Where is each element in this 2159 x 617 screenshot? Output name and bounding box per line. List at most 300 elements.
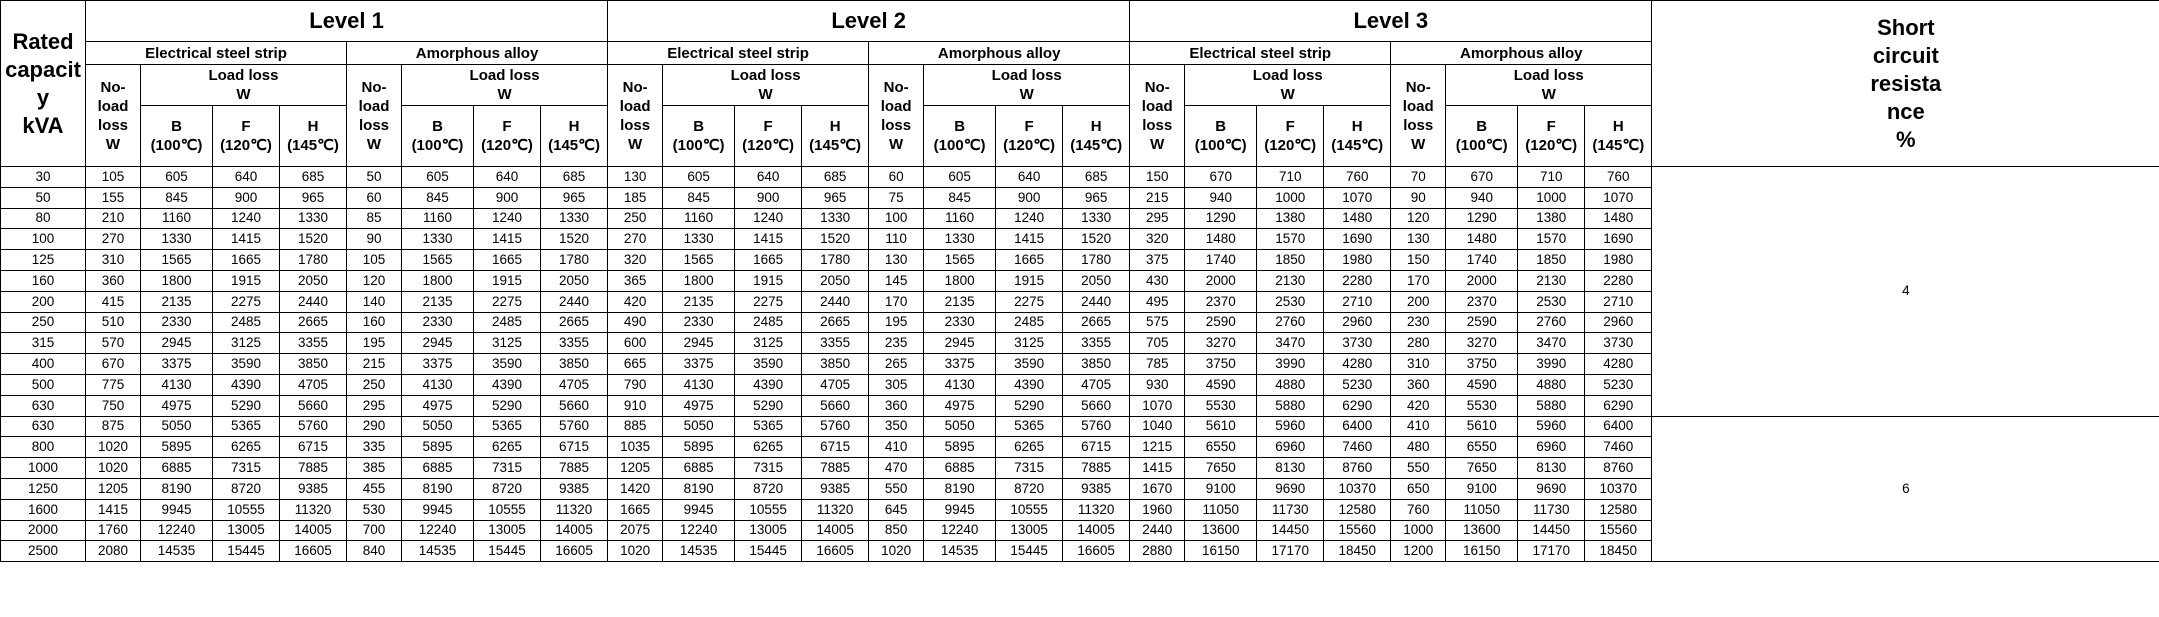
loss-value-cell: 5530: [1185, 395, 1257, 416]
loss-value-cell: 1020: [86, 437, 141, 458]
loss-value-cell: 90: [1391, 187, 1446, 208]
loss-value-cell: 1040: [1130, 416, 1185, 437]
loss-value-cell: 2135: [663, 291, 735, 312]
loss-value-cell: 2130: [1257, 270, 1324, 291]
loss-value-cell: 640: [735, 167, 802, 188]
loss-value-cell: 1800: [141, 270, 213, 291]
loss-value-cell: 2760: [1518, 312, 1585, 333]
loss-value-cell: 2485: [996, 312, 1063, 333]
loss-value-cell: 250: [347, 374, 402, 395]
loss-value-cell: 14450: [1257, 520, 1324, 541]
temperature-limit: (100℃): [411, 137, 464, 154]
loss-value-cell: 1205: [86, 478, 141, 499]
header-line: W: [1150, 135, 1165, 153]
loss-value-cell: 1665: [996, 250, 1063, 271]
loss-value-cell: 5365: [996, 416, 1063, 437]
loss-value-cell: 170: [1391, 270, 1446, 291]
loss-value-cell: 1760: [86, 520, 141, 541]
loss-value-cell: 3730: [1324, 333, 1391, 354]
loss-value-cell: 13005: [213, 520, 280, 541]
temperature-class-header: [1324, 106, 1391, 167]
insulation-grade: H: [1351, 118, 1363, 135]
loss-value-cell: 2530: [1257, 291, 1324, 312]
loss-value-cell: 9385: [280, 478, 347, 499]
loss-value-cell: 1035: [608, 437, 663, 458]
loss-value-cell: 385: [347, 458, 402, 479]
loss-value-cell: 760: [1391, 499, 1446, 520]
temperature-limit: (120℃): [481, 137, 533, 154]
loss-value-cell: 7460: [1585, 437, 1652, 458]
loss-value-cell: 685: [802, 167, 869, 188]
loss-value-cell: 4130: [402, 374, 474, 395]
temperature-limit: (120℃): [742, 137, 795, 154]
loss-value-cell: 14535: [141, 541, 213, 562]
loss-value-cell: 2275: [213, 291, 280, 312]
header-line: loss: [358, 116, 389, 134]
loss-value-cell: 1240: [996, 208, 1063, 229]
header-line: W: [1541, 86, 1556, 103]
load-loss-header: [141, 65, 347, 106]
loss-value-cell: 1480: [1446, 229, 1518, 250]
loss-value-cell: 7315: [474, 458, 541, 479]
loss-value-cell: 1160: [924, 208, 996, 229]
loss-value-cell: 3125: [474, 333, 541, 354]
header-line: Load loss: [730, 67, 801, 84]
loss-value-cell: 170: [869, 291, 924, 312]
loss-value-cell: 1915: [735, 270, 802, 291]
loss-value-cell: 4975: [924, 395, 996, 416]
loss-value-cell: 1480: [1585, 208, 1652, 229]
loss-value-cell: 14005: [802, 520, 869, 541]
loss-value-cell: 2440: [541, 291, 608, 312]
loss-value-cell: 790: [608, 374, 663, 395]
header-line: W: [1280, 86, 1295, 103]
table-row: [1, 167, 2159, 188]
loss-value-cell: 50: [347, 167, 402, 188]
loss-value-cell: 195: [347, 333, 402, 354]
loss-value-cell: 415: [86, 291, 141, 312]
temperature-class-header: [1185, 106, 1257, 167]
loss-value-cell: 2590: [1185, 312, 1257, 333]
loss-value-cell: 4975: [402, 395, 474, 416]
loss-value-cell: 2665: [541, 312, 608, 333]
loss-value-cell: 510: [86, 312, 141, 333]
loss-value-cell: 2880: [1130, 541, 1185, 562]
rated-capacity-cell: 80: [1, 208, 86, 229]
loss-value-cell: 5290: [735, 395, 802, 416]
loss-value-cell: 12240: [924, 520, 996, 541]
loss-value-cell: 8720: [474, 478, 541, 499]
loss-value-cell: 2485: [213, 312, 280, 333]
loss-value-cell: 2050: [1063, 270, 1130, 291]
loss-value-cell: 3850: [1063, 354, 1130, 375]
loss-value-cell: 5365: [735, 416, 802, 437]
loss-value-cell: 1480: [1185, 229, 1257, 250]
loss-value-cell: 1480: [1324, 208, 1391, 229]
loss-value-cell: 195: [869, 312, 924, 333]
loss-value-cell: 2440: [802, 291, 869, 312]
loss-value-cell: 7885: [541, 458, 608, 479]
loss-value-cell: 600: [608, 333, 663, 354]
loss-value-cell: 9945: [402, 499, 474, 520]
loss-value-cell: 13600: [1185, 520, 1257, 541]
short-circuit-impedance-cell: 6: [1652, 416, 2159, 562]
loss-value-cell: 3375: [663, 354, 735, 375]
loss-value-cell: 120: [1391, 208, 1446, 229]
loss-value-cell: 3470: [1257, 333, 1324, 354]
loss-value-cell: 1160: [141, 208, 213, 229]
loss-value-cell: 845: [402, 187, 474, 208]
loss-value-cell: 5610: [1446, 416, 1518, 437]
loss-value-cell: 13600: [1446, 520, 1518, 541]
loss-value-cell: 6290: [1324, 395, 1391, 416]
loss-value-cell: 7885: [802, 458, 869, 479]
loss-value-cell: 11050: [1446, 499, 1518, 520]
load-loss-header: [663, 65, 869, 106]
loss-value-cell: 10555: [213, 499, 280, 520]
loss-value-cell: 11320: [541, 499, 608, 520]
no-load-loss-header: [347, 65, 402, 167]
loss-value-cell: 3125: [996, 333, 1063, 354]
loss-value-cell: 1380: [1257, 208, 1324, 229]
loss-value-cell: 2135: [141, 291, 213, 312]
table-body: [1, 167, 2159, 562]
loss-value-cell: 2485: [474, 312, 541, 333]
loss-value-cell: 4280: [1324, 354, 1391, 375]
header-line: loss: [881, 116, 912, 134]
loss-value-cell: 1565: [924, 250, 996, 271]
loss-value-cell: 645: [869, 499, 924, 520]
header-line: Rated: [12, 28, 74, 54]
temperature-class-header: [141, 106, 213, 167]
loss-value-cell: 7885: [280, 458, 347, 479]
loss-value-cell: 1740: [1185, 250, 1257, 271]
loss-value-cell: 665: [608, 354, 663, 375]
loss-value-cell: 4280: [1585, 354, 1652, 375]
loss-value-cell: 7885: [1063, 458, 1130, 479]
rated-capacity-cell: 250: [1, 312, 86, 333]
loss-value-cell: 15560: [1324, 520, 1391, 541]
header-line: %: [1896, 126, 1916, 152]
header-line: Load loss: [1252, 67, 1323, 84]
loss-value-cell: 6290: [1585, 395, 1652, 416]
loss-value-cell: 2075: [608, 520, 663, 541]
loss-value-cell: 5880: [1518, 395, 1585, 416]
loss-value-cell: 900: [996, 187, 1063, 208]
loss-value-cell: 150: [1130, 167, 1185, 188]
loss-value-cell: 1665: [735, 250, 802, 271]
loss-value-cell: 8720: [213, 478, 280, 499]
loss-value-cell: 490: [608, 312, 663, 333]
loss-value-cell: 60: [869, 167, 924, 188]
loss-value-cell: 5880: [1257, 395, 1324, 416]
loss-value-cell: 705: [1130, 333, 1185, 354]
header-line: No-: [622, 78, 648, 96]
loss-value-cell: 685: [280, 167, 347, 188]
loss-value-cell: 14450: [1518, 520, 1585, 541]
insulation-grade: F: [241, 118, 251, 135]
loss-value-cell: 16150: [1446, 541, 1518, 562]
loss-value-cell: 470: [869, 458, 924, 479]
temperature-class-header: [1518, 106, 1585, 167]
temperature-class-header: [541, 106, 608, 167]
header-line: W: [628, 135, 643, 153]
insulation-grade: F: [1285, 118, 1295, 135]
loss-value-cell: 2280: [1585, 270, 1652, 291]
loss-value-cell: 1800: [402, 270, 474, 291]
load-loss-header: [402, 65, 608, 106]
loss-value-cell: 2710: [1324, 291, 1391, 312]
loss-value-cell: 1330: [280, 208, 347, 229]
loss-value-cell: 1690: [1585, 229, 1652, 250]
loss-value-cell: 12580: [1324, 499, 1391, 520]
loss-value-cell: 9945: [663, 499, 735, 520]
temperature-limit: (100℃): [1455, 137, 1508, 154]
loss-value-cell: 5290: [474, 395, 541, 416]
loss-value-cell: 3730: [1585, 333, 1652, 354]
loss-value-cell: 6265: [474, 437, 541, 458]
loss-value-cell: 2440: [1130, 520, 1185, 541]
temperature-limit: (145℃): [1331, 137, 1384, 154]
temperature-class-header: [996, 106, 1063, 167]
temperature-class-header: [802, 106, 869, 167]
loss-value-cell: 14005: [541, 520, 608, 541]
loss-value-cell: 15560: [1585, 520, 1652, 541]
loss-value-cell: 16605: [280, 541, 347, 562]
loss-value-cell: 1915: [996, 270, 1063, 291]
loss-value-cell: 130: [1391, 229, 1446, 250]
temperature-limit: (120℃): [220, 137, 272, 154]
loss-value-cell: 570: [86, 333, 141, 354]
rated-capacity-cell: 1600: [1, 499, 86, 520]
insulation-grade: H: [307, 118, 319, 135]
no-load-loss-header: [1391, 65, 1446, 167]
loss-value-cell: 5760: [280, 416, 347, 437]
loss-value-cell: 6715: [802, 437, 869, 458]
loss-value-cell: 1000: [1518, 187, 1585, 208]
loss-value-cell: 5050: [663, 416, 735, 437]
loss-value-cell: 9690: [1257, 478, 1324, 499]
loss-value-cell: 2590: [1446, 312, 1518, 333]
header-line: No-: [100, 78, 126, 96]
loss-value-cell: 1380: [1518, 208, 1585, 229]
loss-value-cell: 1415: [474, 229, 541, 250]
loss-value-cell: 10370: [1324, 478, 1391, 499]
loss-value-cell: 5895: [402, 437, 474, 458]
loss-value-cell: 5290: [996, 395, 1063, 416]
loss-value-cell: 1850: [1257, 250, 1324, 271]
loss-value-cell: 16605: [802, 541, 869, 562]
loss-value-cell: 5660: [541, 395, 608, 416]
loss-value-cell: 2945: [924, 333, 996, 354]
loss-value-cell: 900: [735, 187, 802, 208]
loss-value-cell: 13005: [474, 520, 541, 541]
header-line: Load loss: [1513, 67, 1584, 84]
insulation-grade: B: [693, 118, 705, 135]
temperature-limit: (145℃): [548, 137, 600, 154]
loss-value-cell: 11730: [1518, 499, 1585, 520]
loss-value-cell: 1330: [924, 229, 996, 250]
rated-capacity-cell: 400: [1, 354, 86, 375]
loss-value-cell: 2945: [402, 333, 474, 354]
loss-value-cell: 350: [869, 416, 924, 437]
loss-value-cell: 2960: [1585, 312, 1652, 333]
loss-value-cell: 670: [86, 354, 141, 375]
loss-value-cell: 6715: [541, 437, 608, 458]
loss-value-cell: 1290: [1185, 208, 1257, 229]
rated-capacity-cell: 160: [1, 270, 86, 291]
loss-value-cell: 2945: [141, 333, 213, 354]
loss-value-cell: 140: [347, 291, 402, 312]
material-header: Electrical steel strip: [1130, 42, 1391, 65]
loss-value-cell: 17170: [1257, 541, 1324, 562]
temperature-limit: (120℃): [1264, 137, 1317, 154]
loss-value-cell: 420: [1391, 395, 1446, 416]
temperature-class-header: [280, 106, 347, 167]
no-load-loss-header: [86, 65, 141, 167]
loss-value-cell: 320: [608, 250, 663, 271]
loss-value-cell: 2370: [1185, 291, 1257, 312]
header-line: W: [366, 135, 382, 153]
loss-value-cell: 760: [1585, 167, 1652, 188]
loss-value-cell: 2135: [402, 291, 474, 312]
loss-value-cell: 295: [347, 395, 402, 416]
loss-value-cell: 15445: [213, 541, 280, 562]
header-line: W: [236, 86, 251, 103]
loss-value-cell: 90: [347, 229, 402, 250]
loss-value-cell: 2710: [1585, 291, 1652, 312]
loss-value-cell: 145: [869, 270, 924, 291]
loss-value-cell: 965: [541, 187, 608, 208]
level-header: Level 2: [608, 1, 1130, 42]
loss-value-cell: 15445: [474, 541, 541, 562]
loss-value-cell: 9385: [541, 478, 608, 499]
loss-value-cell: 2280: [1324, 270, 1391, 291]
loss-value-cell: 5895: [141, 437, 213, 458]
level-header: Level 3: [1130, 1, 1652, 42]
rated-capacity-cell: 100: [1, 229, 86, 250]
header-line: No-: [361, 78, 387, 96]
temperature-limit: (145℃): [809, 137, 862, 154]
loss-value-cell: 640: [474, 167, 541, 188]
loss-value-cell: 1415: [86, 499, 141, 520]
loss-value-cell: 3850: [802, 354, 869, 375]
loss-value-cell: 9945: [924, 499, 996, 520]
header-line: y: [36, 84, 50, 110]
loss-value-cell: 1070: [1130, 395, 1185, 416]
loss-value-cell: 1020: [869, 541, 924, 562]
loss-value-cell: 1690: [1324, 229, 1391, 250]
loss-value-cell: 965: [802, 187, 869, 208]
loss-value-cell: 7650: [1446, 458, 1518, 479]
loss-value-cell: 3375: [141, 354, 213, 375]
loss-value-cell: 265: [869, 354, 924, 375]
loss-value-cell: 3270: [1446, 333, 1518, 354]
header-line: W: [497, 86, 512, 103]
header-line: W: [1411, 135, 1426, 153]
loss-value-cell: 11320: [280, 499, 347, 520]
loss-value-cell: 100: [869, 208, 924, 229]
loss-value-cell: 4390: [996, 374, 1063, 395]
loss-value-cell: 1665: [608, 499, 663, 520]
loss-value-cell: 1330: [802, 208, 869, 229]
loss-value-cell: 2135: [924, 291, 996, 312]
loss-value-cell: 5290: [213, 395, 280, 416]
loss-value-cell: 16605: [1063, 541, 1130, 562]
loss-value-cell: 2665: [280, 312, 347, 333]
loss-value-cell: 9690: [1518, 478, 1585, 499]
loss-value-cell: 6885: [141, 458, 213, 479]
loss-value-cell: 5610: [1185, 416, 1257, 437]
loss-value-cell: 17170: [1518, 541, 1585, 562]
loss-value-cell: 1020: [86, 458, 141, 479]
temperature-limit: (100℃): [672, 137, 725, 154]
loss-value-cell: 70: [1391, 167, 1446, 188]
loss-value-cell: 8760: [1585, 458, 1652, 479]
header-line: nce: [1886, 98, 1925, 124]
loss-value-cell: 2130: [1518, 270, 1585, 291]
loss-value-cell: 310: [1391, 354, 1446, 375]
loss-value-cell: 3125: [735, 333, 802, 354]
loss-value-cell: 1020: [608, 541, 663, 562]
loss-value-cell: 10555: [996, 499, 1063, 520]
temperature-limit: (120℃): [1003, 137, 1056, 154]
material-header: Amorphous alloy: [347, 42, 608, 65]
loss-value-cell: 940: [1446, 187, 1518, 208]
temperature-limit: (100℃): [150, 137, 203, 154]
loss-value-cell: 4390: [213, 374, 280, 395]
loss-value-cell: 15445: [735, 541, 802, 562]
loss-value-cell: 335: [347, 437, 402, 458]
loss-value-cell: 11320: [802, 499, 869, 520]
loss-value-cell: 7315: [735, 458, 802, 479]
temperature-class-header: [663, 106, 735, 167]
no-load-loss-header: [608, 65, 663, 167]
loss-value-cell: 850: [869, 520, 924, 541]
temperature-limit: (120℃): [1525, 137, 1578, 154]
header-line: load: [97, 97, 129, 115]
loss-value-cell: 5050: [924, 416, 996, 437]
insulation-grade: B: [1476, 118, 1488, 135]
insulation-grade: F: [1024, 118, 1034, 135]
loss-value-cell: 1980: [1585, 250, 1652, 271]
loss-value-cell: 6960: [1257, 437, 1324, 458]
loss-value-cell: 5230: [1585, 374, 1652, 395]
loss-value-cell: 9385: [1063, 478, 1130, 499]
rated-capacity-cell: 2000: [1, 520, 86, 541]
loss-value-cell: 2050: [802, 270, 869, 291]
loss-value-cell: 3590: [996, 354, 1063, 375]
no-load-loss-header: [1130, 65, 1185, 167]
loss-value-cell: 14005: [280, 520, 347, 541]
loss-value-cell: 1960: [1130, 499, 1185, 520]
loss-value-cell: 10370: [1585, 478, 1652, 499]
loss-value-cell: 3355: [802, 333, 869, 354]
loss-value-cell: 8190: [663, 478, 735, 499]
loss-value-cell: 10555: [735, 499, 802, 520]
header-line: W: [105, 135, 121, 153]
loss-value-cell: 2275: [735, 291, 802, 312]
loss-value-cell: 11730: [1257, 499, 1324, 520]
header-line: No-: [1144, 78, 1170, 96]
loss-value-cell: 575: [1130, 312, 1185, 333]
loss-value-cell: 3590: [213, 354, 280, 375]
loss-value-cell: 1800: [663, 270, 735, 291]
temperature-limit: (100℃): [933, 137, 986, 154]
header-line: capacit: [5, 56, 81, 82]
loss-value-cell: 105: [347, 250, 402, 271]
loss-value-cell: 9945: [141, 499, 213, 520]
